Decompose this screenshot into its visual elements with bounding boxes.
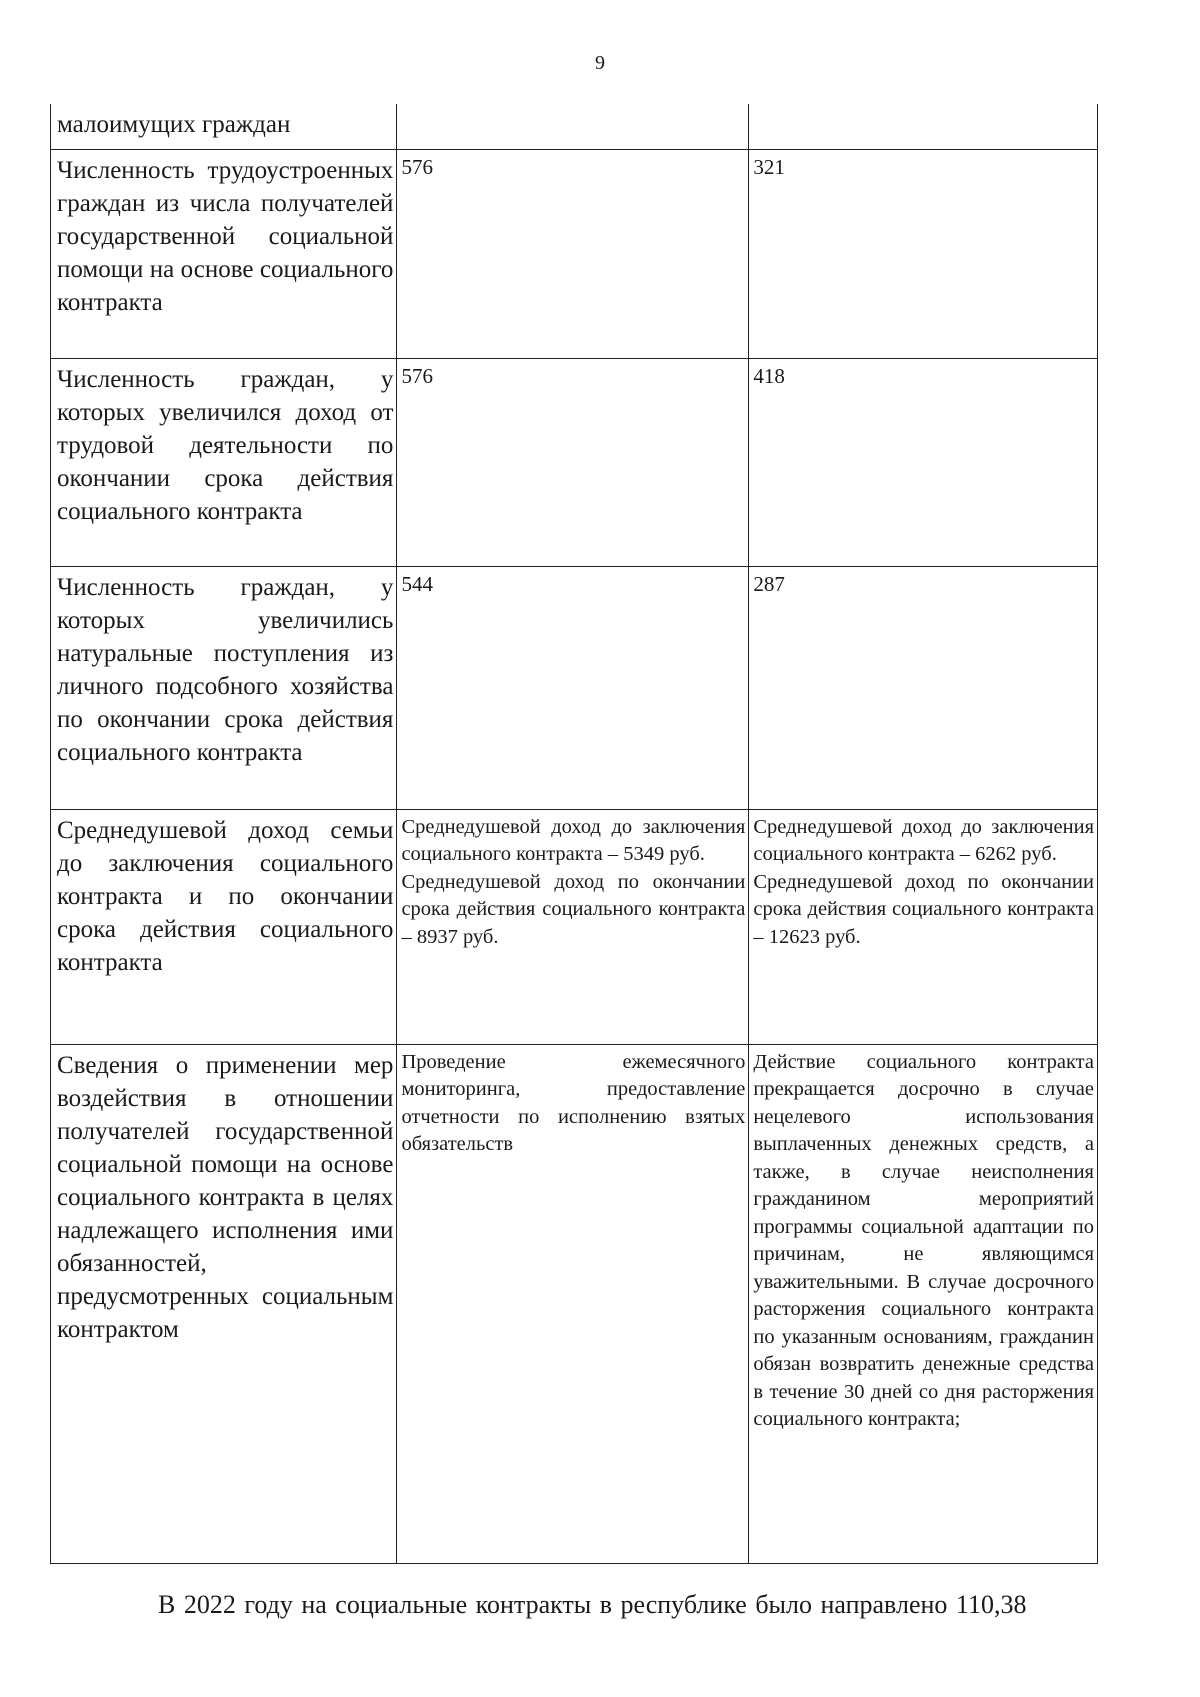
- table-row: [51, 358, 1098, 567]
- page-number: 9: [595, 52, 605, 74]
- cell-paragraph: Проведение ежемесячного мониторинга, предоставление отчетности по исполнению взятых обязательств: [401, 1050, 746, 1156]
- value-cell-col3: [749, 1044, 1098, 1563]
- value-cell-col3: [749, 809, 1098, 1044]
- value-cell-col2: [397, 809, 749, 1044]
- table-row: [51, 104, 1098, 149]
- value-cell-col3: 321: [749, 149, 1098, 358]
- value-cell-col2: 576: [397, 149, 749, 358]
- cell-paragraph: Среднедушевой доход по окончании срока действия социального контракта – 8937 руб.: [401, 870, 746, 948]
- cell-paragraph: Среднедушевой доход до заключения социального контракта – 5349 руб.: [401, 815, 746, 866]
- row-label: малоимущих граждан: [51, 104, 397, 149]
- table-row: [51, 1044, 1098, 1563]
- cell-paragraph: Среднедушевой доход по окончании срока действия социального контракта – 12623 руб.: [753, 870, 1094, 948]
- table-row: [51, 149, 1098, 358]
- value-cell-col2: [397, 1044, 749, 1563]
- table-row: [51, 567, 1098, 810]
- row-label: Численность граждан, у которых увеличился доход от трудовой деятельности по окончании срока действия социального контракта: [51, 358, 397, 567]
- body-paragraph: В 2022 году на социальные контракты в республике было направлено 110,38: [158, 1590, 1027, 1619]
- cell-paragraph: Среднедушевой доход до заключения социального контракта – 6262 руб.: [753, 815, 1094, 866]
- cell-paragraph: Действие социального контракта прекращается досрочно в случае нецелевого использования выплаченных денежных средств, а также, в случае неисполнения гражданином мероприятий программы социальной адаптации по причинам, не являющимся уважительными. В случае досрочного расторжения социального контракта по указанным основаниям, гражданин обязан возвратить денежные средства в течение 30 дней со дня расторжения социального контракта;: [753, 1050, 1094, 1431]
- value-cell-col3: [749, 104, 1098, 149]
- row-label: Численность граждан, у которых увеличились натуральные поступления из личного подсобного хозяйства по окончании срока действия социального контракта: [51, 567, 397, 810]
- value-cell-col3: 287: [749, 567, 1098, 810]
- data-table: [50, 104, 1098, 1564]
- table-row: [51, 809, 1098, 1044]
- row-label: Сведения о применении мер воздействия в отношении получателей государственной социальной помощи на основе социального контракта в целях надлежащего исполнения ими обязанностей, предусмотренных социальным контрактом: [51, 1044, 397, 1563]
- value-cell-col2: [397, 104, 749, 149]
- row-label: Численность трудоустроенных граждан из числа получателей государственной социальной помощи на основе социального контракта: [51, 149, 397, 358]
- value-cell-col3: 418: [749, 358, 1098, 567]
- value-cell-col2: 576: [397, 358, 749, 567]
- value-cell-col2: 544: [397, 567, 749, 810]
- row-label: Среднедушевой доход семьи до заключения социального контракта и по окончании срока действия социального контракта: [51, 809, 397, 1044]
